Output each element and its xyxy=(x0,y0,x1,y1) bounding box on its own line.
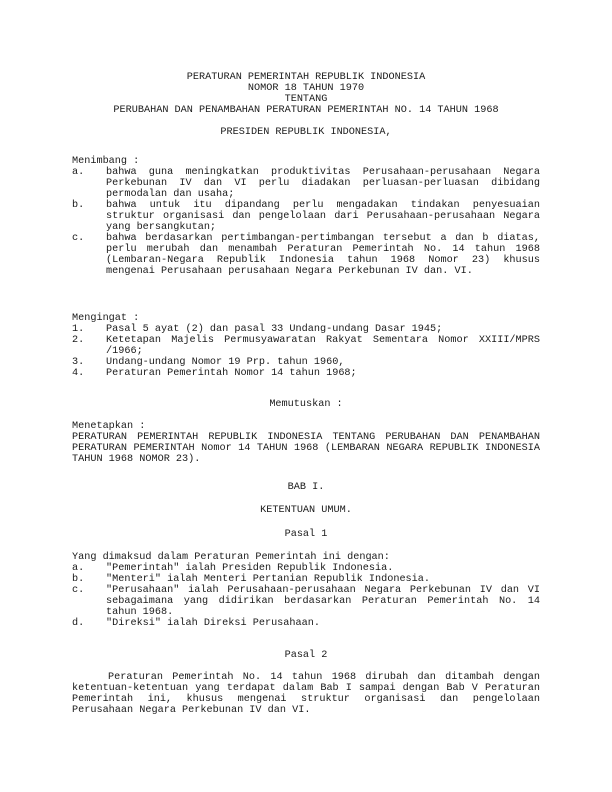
regulation-about: TENTANG xyxy=(284,94,328,105)
list-marker: b. xyxy=(72,574,85,585)
president-heading: PRESIDEN REPUBLIK INDONESIA, xyxy=(220,127,392,138)
mengingat-section xyxy=(72,313,540,379)
list-text: Undang-undang Nomor 19 Prp. tahun 1960, xyxy=(106,357,345,368)
list-marker: d. xyxy=(72,618,85,629)
list-marker: 2. xyxy=(72,335,85,346)
document-header xyxy=(72,72,540,116)
memutuskan-heading: Memutuskan : xyxy=(269,399,343,410)
list-item xyxy=(72,324,540,335)
list-text: "Menteri" ialah Menteri Pertanian Republik Indonesia. xyxy=(106,574,431,585)
pasal-2-title: Pasal 2 xyxy=(284,650,328,661)
pasal-2-text: Peraturan Pemerintah No. 14 tahun 1968 dirubah dan ditambah dengan ketentuan-ketentuan yang terdapat dalam Bab I sampai dengan Bab V Peraturan Pemerintah ini, khusus mengenai struktur organisasi dan pengelolaan Perusahaan Negara Perkebunan IV dan VI. xyxy=(72,672,540,716)
list-marker: 1. xyxy=(72,324,85,335)
menetapkan-text: PERATURAN PEMERINTAH REPUBLIK INDONESIA TENTANG PERUBAHAN DAN PENAMBAHAN PERATURAN PEMERINTAH Nomor 14 TAHUN 1968 (LEMBARAN NEGARA REPUBLIK INDONESIA TAHUN 1968 NOMOR 23). xyxy=(72,432,540,465)
regulation-subject: PERUBAHAN DAN PENAMBAHAN PERATURAN PEMERINTAH NO. 14 TAHUN 1968 xyxy=(113,105,499,116)
list-item xyxy=(72,585,540,618)
list-marker: c. xyxy=(72,233,85,244)
list-item xyxy=(72,335,540,357)
list-text: "Perusahaan" ialah Perusahaan-perusahaan Negara Perkebunan IV dan VI sebagaimana yang didirikan berdasarkan Peraturan Pemerintah No. 14 tahun 1968. xyxy=(106,585,540,618)
list-text: bahwa berdasarkan pertimbangan-pertimbangan tersebut a dan b diatas, perlu merubah dan menambah Peraturan Pemerintah No. 14 tahun 1968 (Lembaran-Negara Republik Indonesia tahun 1968 Nomor 23) khusus mengenai Perusahaan perusahaan Negara Perkebunan IV dan. VI. xyxy=(106,233,540,277)
bab-title: KETENTUAN UMUM. xyxy=(260,505,352,516)
list-marker: a. xyxy=(72,563,85,574)
list-item xyxy=(72,618,540,629)
menimbang-title: Menimbang : xyxy=(72,156,140,167)
list-marker: b. xyxy=(72,200,85,211)
regulation-title: PERATURAN PEMERINTAH REPUBLIK INDONESIA xyxy=(186,72,426,83)
list-item xyxy=(72,167,540,200)
list-item xyxy=(72,357,540,368)
list-text: Peraturan Pemerintah Nomor 14 tahun 1968; xyxy=(106,368,357,379)
list-marker: 4. xyxy=(72,368,85,379)
list-item xyxy=(72,368,540,379)
pasal-1-intro: Yang dimaksud dalam Peraturan Pemerintah ini dengan: xyxy=(72,552,390,563)
list-text: Pasal 5 ayat (2) dan pasal 33 Undang-undang Dasar 1945; xyxy=(106,324,443,335)
list-item xyxy=(72,200,540,233)
bab-number: BAB I. xyxy=(287,482,325,493)
menetapkan-section xyxy=(72,421,540,465)
list-text: bahwa untuk itu dipandang perlu mengadakan tindakan penyesuaian struktur organisasi dan pengelolaan dari Perusahaan-perusahaan Negara yang bersangkutan; xyxy=(106,200,540,233)
pasal-1-body xyxy=(72,552,540,629)
list-text: bahwa guna meningkatkan produktivitas Perusahaan-perusahaan Negara Perkebunan IV dan VI perlu diadakan perluasan-perluasan dibidang permodalan dan usaha; xyxy=(106,167,540,200)
list-marker: a. xyxy=(72,167,85,178)
list-item xyxy=(72,233,540,277)
list-item xyxy=(72,563,540,574)
menetapkan-title: Menetapkan : xyxy=(72,421,146,432)
menimbang-section xyxy=(72,156,540,277)
list-text: "Pemerintah" ialah Presiden Republik Indonesia. xyxy=(106,563,394,574)
list-marker: 3. xyxy=(72,357,85,368)
pasal-1-title: Pasal 1 xyxy=(284,529,328,540)
list-text: Ketetapan Majelis Permusyawaratan Rakyat Sementara Nomor XXIII/MPRS /1966; xyxy=(106,335,540,357)
regulation-number: NOMOR 18 TAHUN 1970 xyxy=(247,83,365,94)
mengingat-title: Mengingat : xyxy=(72,313,140,324)
list-item xyxy=(72,574,540,585)
list-marker: c. xyxy=(72,585,85,596)
list-text: "Direksi" ialah Direksi Perusahaan. xyxy=(106,618,320,629)
